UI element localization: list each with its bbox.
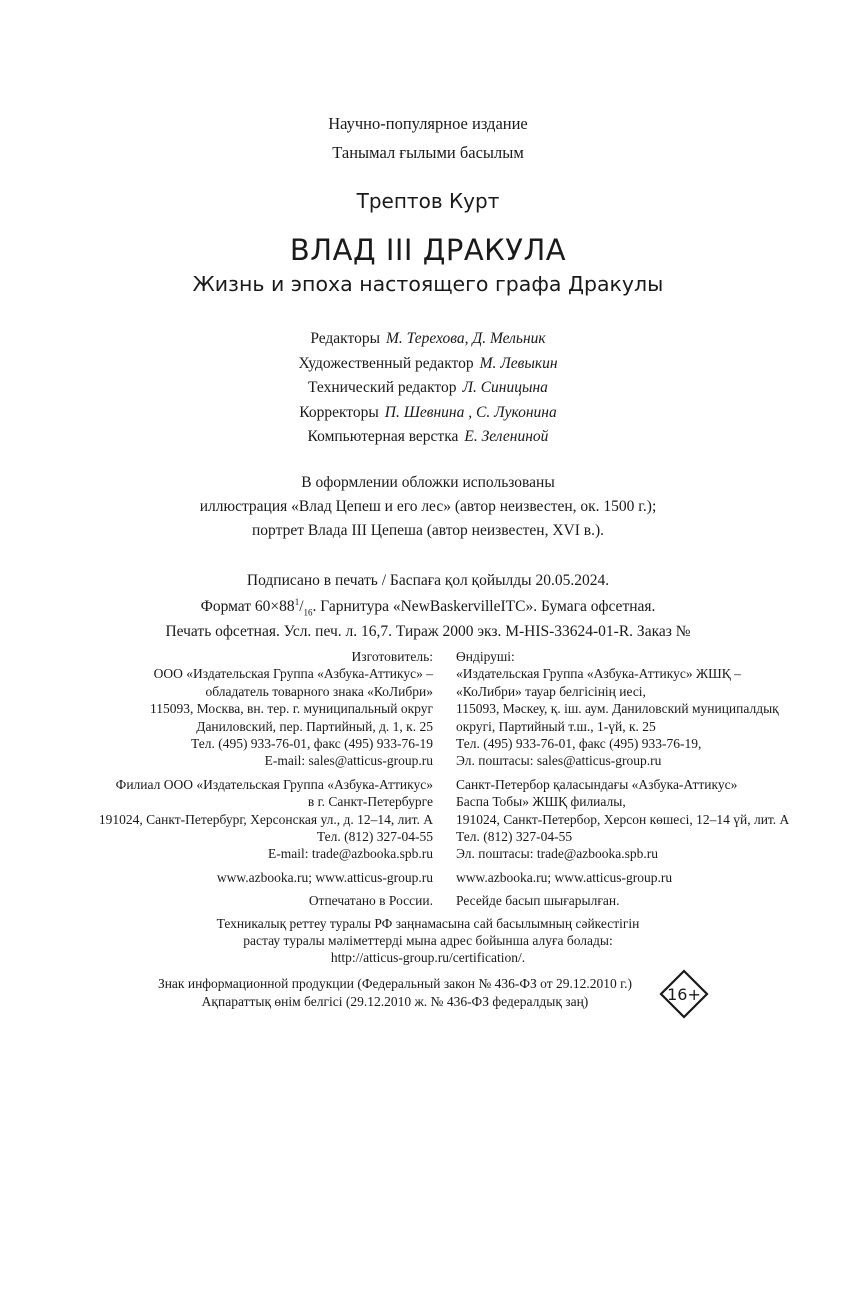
credit-row	[0, 352, 856, 377]
credit-row	[0, 327, 856, 352]
book-title: ВЛАД III ДРАКУЛА	[289, 233, 567, 267]
edition-kz: Танымал ғылыми басылым	[332, 143, 524, 162]
credit-name: Л. Синицына	[462, 379, 548, 396]
print-info	[0, 571, 856, 643]
age-rating-label: 16+	[667, 985, 701, 1004]
credit-row	[0, 376, 856, 401]
printed-ru: Отпечатано в России.	[308, 893, 433, 909]
credit-row	[0, 425, 856, 450]
websites-ru: www.azbooka.ru; www.atticus-group.ru	[216, 869, 433, 885]
author: Трептов Курт	[356, 189, 500, 213]
credit-name: М. Терехова, Д. Мельник	[385, 330, 546, 347]
signed-line: Подписано в печать / Баспаға қол қойылды 20.05.2024.	[246, 572, 610, 589]
websites-kz: www.azbooka.ru; www.atticus-group.ru	[456, 869, 673, 885]
credits	[0, 327, 856, 450]
format-line: Формат $60\times 88^1/_{16}$. Гарнитура «NewBaskervilleITC». Бумага офсетная.	[200, 596, 656, 617]
credit-role: Редакторы	[310, 330, 380, 347]
publisher-info-kz: Өндіруші: «Издательская Группа «Азбука-Аттикус» ЖШҚ – «КоЛибри» тауар белгісінің иесі, 115093, Мәскеу, қ. іш. аум. Даниловский муниципалдық округі, Партийный т.ш., 1-үй, к. 25 Тел. (495) 933-76-01, факс (495) 933-76-19, Эл. поштасы: sales@atticus-group.ru Санкт-Петербор қаласындағы «Азбука-Аттикус» Баспа Тобы» ЖШҚ филиалы, 191024, Санкт-Петербор, Херсон көшесі, 12–14 үй, лит. А Тел. (812) 327-04-55 Эл. поштасы: trade@azbooka.spb.ru www.azbooka.ru; www.atticus-group.ru Ресейде басып шығарылған.	[456, 648, 836, 910]
cover-credits	[0, 471, 856, 543]
edition-ru: Научно-популярное издание	[328, 114, 528, 133]
certification-link: http://atticus-group.ru/certification/.	[330, 950, 526, 965]
printed-kz: Ресейде басып шығарылған.	[456, 893, 620, 909]
details-line: Печать офсетная. Усл. печ. л. 16,7. Тираж 2000 экз. M-HIS-33624-01-R. Заказ №	[165, 623, 691, 641]
tech-regulation: Техникалық реттеу туралы РФ заңнамасына сай басылымның сәйкестігін растау туралы мәліметтерді мына адрес бойынша алуға болады: http://atticus-group.ru/certification/.	[0, 915, 856, 966]
cover-line: иллюстрация «Влад Цепеш и его лес» (автор неизвестен, ок. 1500 г.);	[199, 498, 657, 515]
credit-role: Компьютерная верстка	[307, 428, 459, 445]
edition-type	[0, 109, 856, 167]
cover-line: В оформлении обложки использованы	[301, 474, 555, 491]
publisher-info-ru: Изготовитель: ООО «Издательская Группа «Азбука-Аттикус» – обладатель товарного знака «КоЛибри» 115093, Москва, вн. тер. г. муниципальный округ Даниловский, пер. Партийный, д. 1, к. 25 Тел. (495) 933-76-01, факс (495) 933-76-19 E-mail: sales@atticus-group.ru Филиал ООО «Издательская Группа «Азбука-Аттикус» в г. Санкт-Петербурге 191024, Санкт-Петербург, Херсонская ул., д. 12–14, лит. А Тел. (812) 327-04-55 E-mail: trade@azbooka.spb.ru www.azbooka.ru; www.atticus-group.ru Отпечатано в России.	[0, 648, 433, 910]
cover-line: портрет Влада III Цепеша (автор неизвестен, XVI в.).	[252, 522, 604, 539]
credit-name: П. Шевнина , С. Луконина	[384, 403, 557, 421]
credit-name: М. Левыкин	[479, 354, 558, 372]
credit-role: Корректоры	[299, 403, 379, 421]
credit-role: Технический редактор	[308, 379, 457, 396]
credit-row	[0, 401, 856, 426]
imprint-page: Научно-популярное издание Танымал ғылыми басылым Трептов Курт ВЛАД III ДРАКУЛА Жизнь и эпоха настоящего графа Дракулы Редакторы М. Терехова, Д. Мельник Художественный редактор М. Левыкин Технический редактор Л. Синицына Корректоры П. Шевнина , С. Луконина Компьютерная верстка Е. Зелениной В оформлении обложки использованы иллюстрация «Влад Цепеш и его лес» (автор неизвестен, ок. 1500 г.); портрет Влада III Цепеша (автор неизвестен, XVI в.). Подписано в печать / Баспаға қол қойылды 20.05.2024. Формат $60\times 88^1/_{16}$. Гарнитура «NewBaskervilleITC». Бумага офсетная. Печать офсетная. Усл. печ. л. 16,7. Тираж 2000 экз. M-HIS-33624-01-R. Заказ № Изготовитель: ООО «Издательская Группа «Азбука-Аттикус» – обладатель товарного знака «КоЛибри» 115093, Москва, вн. тер. г. муниципальный округ Даниловский, пер. Партийный, д. 1, к. 25 Тел. (495) 933-76-01, факс (495) 933-76-19 E-mail: sales@atticus-group.ru Филиал ООО «Издательская Группа «Азбука-Аттикус» в г. Санкт-Петербурге 191024, Санкт-Петербург, Херсонская ул., д. 12–14, лит. А Тел. (812) 327-04-55 E-mail: trade@azbooka.spb.ru www.azbooka.ru; www.atticus-group.ru Отпечатано в России. Өндіруші: «Издательская Группа «Азбука-Аттикус» ЖШҚ – «КоЛибри» тауар белгісінің иесі, 115093, Мәскеу, қ. іш. аум. Даниловский муниципалдық округі, Партийный т.ш., 1-үй, к. 25 Тел. (495) 933-76-01, факс (495) 933-76-19, Эл. поштасы: sales@atticus-group.ru Санкт-Петербор қаласындағы «Азбука-Аттикус» Баспа Тобы» ЖШҚ филиалы, 191024, Санкт-Петербор, Херсон көшесі, 12–14 үй, лит. А Тел. (812) 327-04-55 Эл. поштасы: trade@azbooka.spb.ru www.azbooka.ru; www.atticus-group.ru Ресейде басып шығарылған. Техникалық реттеу туралы РФ заңнамасына сай басылымның сәйкестігін растау туралы мәліметтерді мына адрес бойынша алуға болады: http://atticus-group.ru/certification/. Знак информационной продукции (Федеральный закон № 436-ФЗ от 29.12.2010 г.) Ақпараттық өнім белгісі (29.12.2010 ж. № 436-ФЗ федералдық заң) 16+	[0, 0, 856, 1299]
credit-role: Художественный редактор	[298, 354, 474, 372]
credit-name: Е. Зелениной	[464, 428, 549, 445]
age-rating-icon	[659, 969, 709, 1019]
book-subtitle: Жизнь и эпоха настоящего графа Дракулы	[192, 272, 664, 296]
